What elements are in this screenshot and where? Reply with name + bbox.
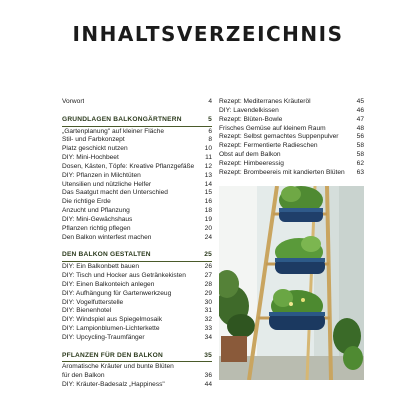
toc-page-number: 48	[356, 124, 364, 132]
toc-entry	[62, 181, 212, 190]
toc-entry	[62, 154, 212, 163]
toc-entry-title: DIY: Einen Balkonteich anlegen	[62, 280, 155, 288]
toc-page-number: 29	[204, 289, 212, 297]
toc-page-number: 33	[204, 325, 212, 333]
toc-entry	[62, 136, 212, 145]
toc-entry	[62, 172, 212, 181]
toc-entry-title: Stil- und Farbkonzept	[62, 136, 125, 144]
toc-page-number: 56	[356, 133, 364, 141]
toc-entry	[62, 325, 212, 334]
toc-entry-title: DIY: Bienenhotel	[62, 307, 112, 315]
toc-entry-title: Rezept: Blüten-Bowle	[219, 115, 283, 123]
toc-entry	[62, 334, 212, 343]
toc-page-number: 58	[356, 142, 364, 150]
toc-entry-title: Utensilien und nützliche Helfer	[62, 180, 152, 188]
toc-page-number: 35	[204, 351, 212, 359]
toc-page-number: 6	[208, 127, 212, 135]
toc-entry-title: „Gartenplanung" auf kleiner Fläche	[62, 127, 165, 135]
toc-entry	[62, 98, 212, 107]
section-underline	[62, 361, 212, 362]
toc-entry-title: DIY: Upcycling-Traumfänger	[62, 333, 145, 341]
toc-page-number: 26	[204, 263, 212, 271]
toc-entry-title: DIY: Windspiel aus Spiegelmosaik	[62, 316, 163, 324]
section-underline	[62, 261, 212, 262]
toc-entry-title: DEN BALKON GESTALTEN	[62, 251, 151, 259]
toc-entry	[62, 290, 212, 299]
toc-entry-title: DIY: Mini-Hochbeet	[62, 154, 119, 162]
toc-entry	[62, 316, 212, 325]
toc-section-heading	[62, 251, 212, 260]
toc-entry	[62, 163, 212, 172]
toc-entry-title: Frisches Gemüse auf kleinem Raum	[219, 124, 326, 132]
toc-entry-title: Platz geschickt nutzen	[62, 145, 128, 153]
toc-entry-title: DIY: Aufhängung für Gartenwerkzeug	[62, 289, 172, 297]
toc-entry-title: DIY: Mini-Gewächshaus	[62, 215, 133, 223]
toc-page-number: 46	[356, 106, 364, 114]
toc-entry	[62, 363, 212, 372]
toc-entry-title: Die richtige Erde	[62, 198, 111, 206]
toc-page-number: 14	[204, 180, 212, 188]
toc-entry-title: Den Balkon winterfest machen	[62, 233, 152, 241]
toc-page-number: 12	[204, 162, 212, 170]
toc-entry-title: PFLANZEN FÜR DEN BALKON	[62, 351, 163, 359]
toc-entry	[62, 372, 212, 381]
toc-entry-title: Anzucht und Pflanzung	[62, 207, 130, 215]
toc-entry-title: DIY: Pflanzen in Milchtüten	[62, 171, 141, 179]
toc-page-number: 62	[356, 159, 364, 167]
toc-entry-title: DIY: Lavendelkissen	[219, 106, 279, 114]
toc-page-number: 63	[356, 168, 364, 176]
toc-spacer	[62, 107, 212, 116]
toc-entry	[62, 128, 212, 137]
toc-page-number: 44	[204, 381, 212, 389]
toc-page-number: 27	[204, 272, 212, 280]
toc-entry	[62, 198, 212, 207]
toc-entry	[219, 107, 364, 116]
toc-page-number: 5	[208, 115, 212, 123]
toc-entry	[62, 145, 212, 154]
photo-illustration	[219, 186, 364, 380]
toc-entry-title: DIY: Vogelfutterstelle	[62, 298, 124, 306]
toc-entry-title: Rezept: Himbeeressig	[219, 159, 284, 167]
toc-entry	[62, 307, 212, 316]
toc-entry	[219, 142, 364, 151]
toc-entry-title: Pflanzen richtig pflegen	[62, 224, 131, 232]
toc-page-number: 4	[208, 98, 212, 105]
toc-entry	[62, 207, 212, 216]
toc-entry-title: Rezept: Brombeereis mit kandierten Blüten	[219, 168, 345, 176]
toc-entry	[62, 272, 212, 281]
toc-page-number: 13	[204, 171, 212, 179]
toc-entry	[62, 263, 212, 272]
toc-entry	[62, 189, 212, 198]
toc-page-number: 24	[204, 233, 212, 241]
toc-entry	[62, 225, 212, 234]
toc-entry	[62, 381, 212, 390]
toc-entry-title: Vorwort	[62, 98, 85, 105]
toc-entry-title: DIY: Lampionblumen-Lichterkette	[62, 325, 160, 333]
toc-section-heading	[62, 116, 212, 125]
toc-entry	[62, 299, 212, 308]
toc-page-number: 11	[205, 154, 212, 162]
toc-left-column	[62, 98, 212, 390]
toc-spacer	[62, 343, 212, 352]
toc-entry	[219, 160, 364, 169]
toc-entry	[62, 281, 212, 290]
toc-entry-title: Aromatische Kräuter und bunte Blüten	[62, 363, 174, 371]
toc-page-number: 18	[204, 207, 212, 215]
toc-page-number: 30	[204, 298, 212, 306]
toc-right-column	[219, 98, 364, 178]
toc-spacer	[62, 243, 212, 252]
toc-entry	[219, 169, 364, 178]
toc-page-number: 32	[204, 316, 212, 324]
toc-page-number: 25	[204, 251, 212, 259]
toc-entry-title: Dosen, Kästen, Töpfe: Kreative Pflanzgefäße	[62, 162, 195, 170]
toc-entry	[219, 151, 364, 160]
toc-entry-title: DIY: Tisch und Hocker aus Getränkekisten	[62, 272, 186, 280]
toc-section-heading	[62, 352, 212, 361]
toc-entry-title: DIY: Ein Balkonbett bauen	[62, 263, 139, 271]
page-title: INHALTSVERZEICHNIS	[72, 22, 344, 46]
toc-page-number: 8	[208, 136, 212, 144]
toc-entry-title: DIY: Kräuter-Badesalz „Happiness"	[62, 381, 165, 389]
toc-page-number: 36	[204, 372, 212, 380]
toc-entry-title: für den Balkon	[62, 372, 105, 380]
toc-entry	[219, 98, 364, 107]
toc-entry-title: Obst auf dem Balkon	[219, 151, 281, 159]
toc-page-number: 47	[356, 115, 364, 123]
toc-page-number: 19	[204, 215, 212, 223]
toc-page-number: 16	[204, 198, 212, 206]
toc-entry	[219, 133, 364, 142]
toc-page-number: 31	[204, 307, 212, 315]
toc-page-number: 15	[204, 189, 212, 197]
toc-entry	[62, 234, 212, 243]
toc-entry	[62, 216, 212, 225]
toc-entry	[219, 116, 364, 125]
toc-entry-title: Rezept: Mediterranes Kräuteröl	[219, 98, 311, 105]
toc-entry-title: GRUNDLAGEN BALKONGÄRTNERN	[62, 115, 182, 123]
toc-page-number: 20	[204, 224, 212, 232]
toc-entry	[219, 125, 364, 134]
toc-entry-title: Das Saatgut macht den Unterschied	[62, 189, 168, 197]
balcony-ladder-planter-photo	[219, 186, 364, 380]
section-underline	[62, 126, 212, 127]
toc-page-number: 28	[204, 280, 212, 288]
toc-page-number: 10	[204, 145, 212, 153]
toc-page-number: 34	[204, 333, 212, 341]
toc-page-number: 58	[356, 151, 364, 159]
toc-entry-title: Rezept: Selbst gemachtes Suppenpulver	[219, 133, 339, 141]
toc-entry-title: Rezept: Fermentierte Radieschen	[219, 142, 318, 150]
toc-page-number: 45	[356, 98, 364, 105]
